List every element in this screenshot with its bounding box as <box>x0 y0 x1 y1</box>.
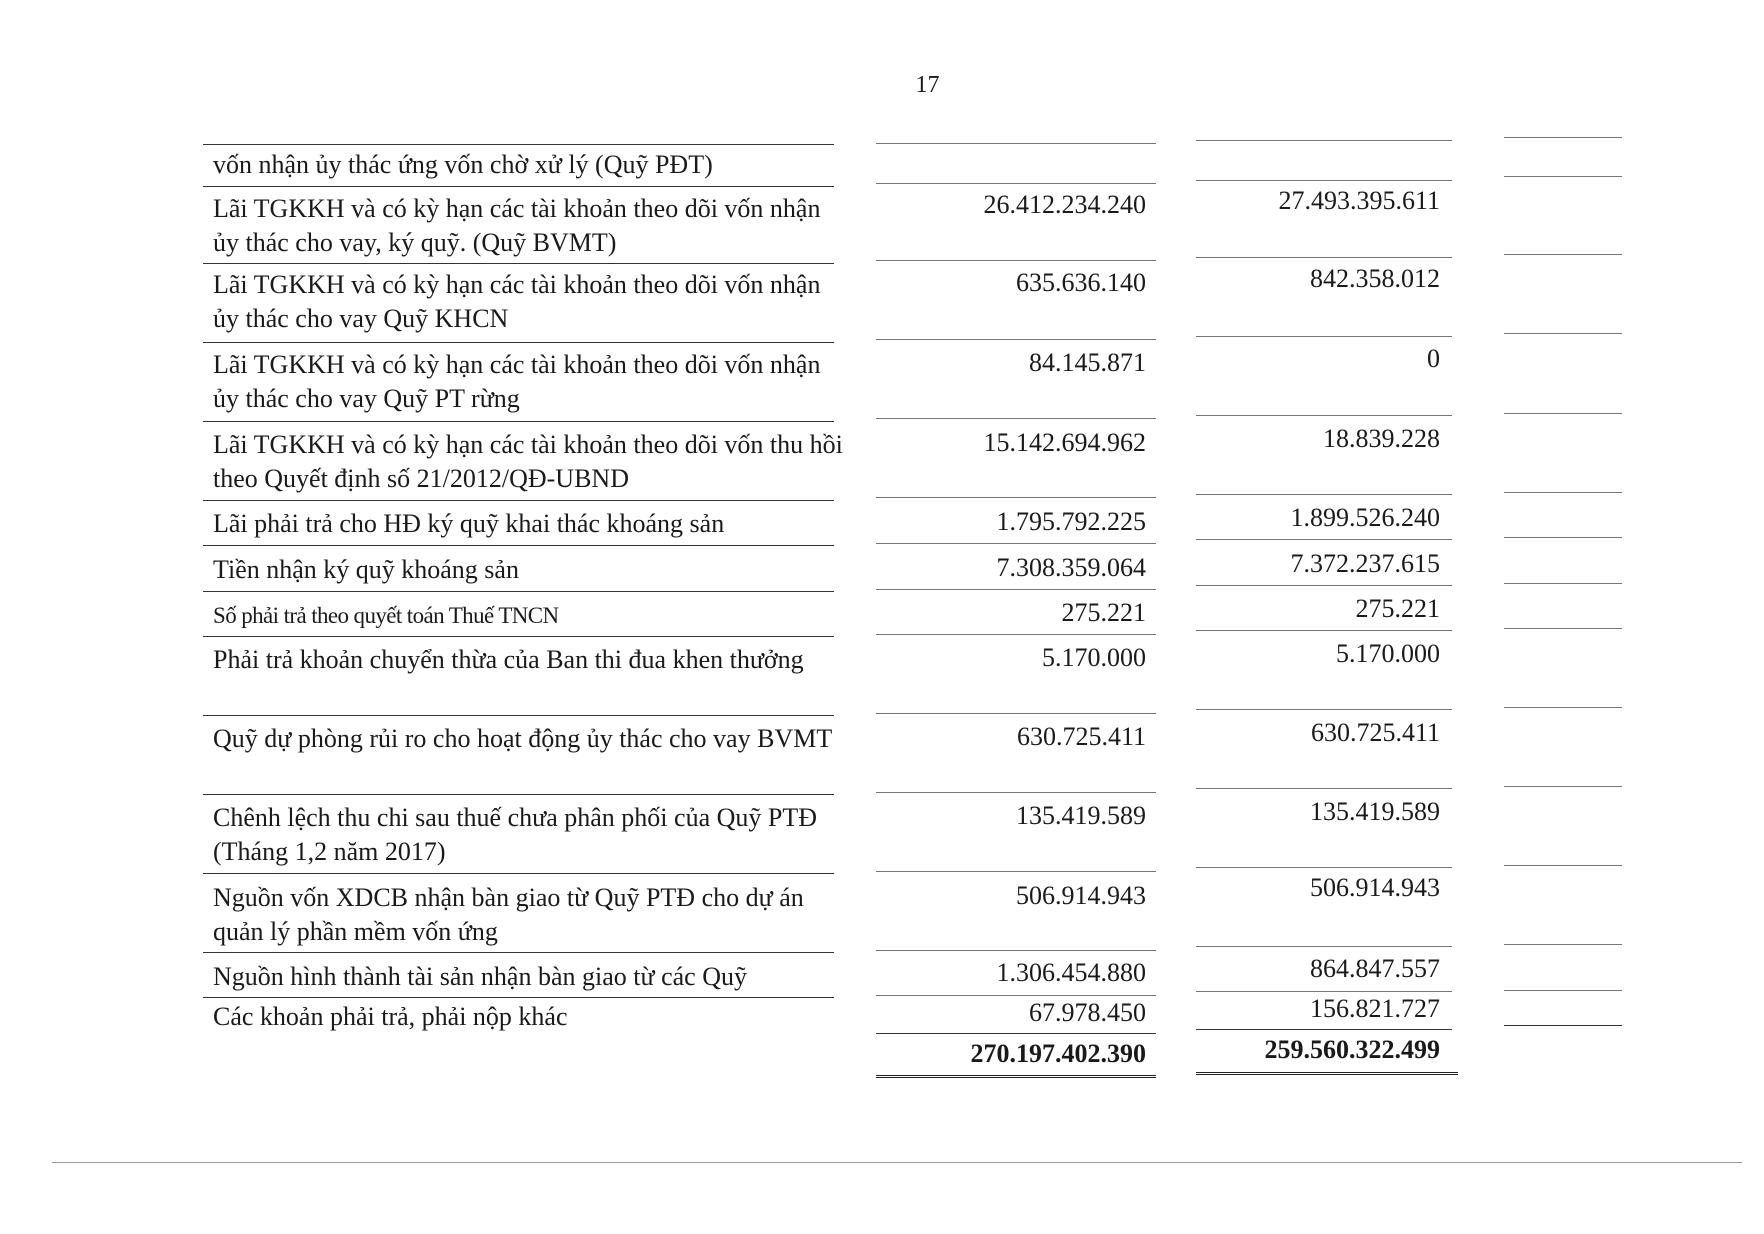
row-label: Phải trả khoản chuyển thừa của Ban thi đua khen thưởng <box>213 645 804 674</box>
row-divider <box>1196 494 1452 495</box>
value-2016: 842.358.012 <box>1310 264 1440 293</box>
row-divider <box>1504 537 1622 538</box>
row-divider <box>203 715 834 716</box>
row-divider <box>203 873 834 874</box>
total-underline <box>1196 1072 1458 1075</box>
row-label: Các khoản phải trả, phải nộp khác <box>213 1002 568 1031</box>
row-divider <box>876 260 1156 261</box>
row-divider <box>876 543 1156 544</box>
row-divider <box>876 634 1156 635</box>
row-divider <box>1196 788 1452 789</box>
row-divider <box>203 186 834 187</box>
total-2017: 270.197.402.390 <box>970 1039 1146 1068</box>
row-divider <box>203 591 834 592</box>
row-divider <box>203 342 834 343</box>
row-label: Lãi TGKKH và có kỳ hạn các tài khoản theo dõi vốn thu hồi theo Quyết định số 21/2012/QĐ-UBND <box>213 430 843 493</box>
row-divider <box>1504 944 1622 945</box>
row-divider <box>876 995 1156 996</box>
value-2017: 635.636.140 <box>1016 268 1146 297</box>
value-2017: 506.914.943 <box>1016 881 1146 910</box>
value-2017: 1.795.792.225 <box>996 507 1146 536</box>
row-label: Tiền nhận ký quỹ khoáng sản <box>213 555 519 584</box>
value-2016: 135.419.589 <box>1310 797 1440 826</box>
row-divider <box>1196 709 1452 710</box>
total-divider <box>876 1033 1156 1034</box>
row-divider <box>1196 180 1452 181</box>
row-divider <box>1504 137 1622 138</box>
value-2016: 275.221 <box>1355 594 1440 623</box>
value-2017: 5.170.000 <box>1042 643 1146 672</box>
row-divider <box>1196 336 1452 337</box>
row-divider <box>1196 539 1452 540</box>
value-2017: 7.308.359.064 <box>996 553 1146 582</box>
row-divider <box>876 183 1156 184</box>
total-underline <box>876 1075 1156 1078</box>
value-2016: 1.899.526.240 <box>1290 503 1440 532</box>
row-label: Lãi TGKKH và có kỳ hạn các tài khoản theo dõi vốn nhận ủy thác cho vay Quỹ KHCN <box>213 270 821 333</box>
row-divider <box>203 263 834 264</box>
value-2016: 864.847.557 <box>1310 954 1440 983</box>
row-label: Nguồn hình thành tài sản nhận bàn giao từ các Quỹ <box>213 962 747 991</box>
row-divider <box>876 497 1156 498</box>
row-label: Quỹ dự phòng rủi ro cho hoạt động ủy thác cho vay BVMT <box>213 724 833 753</box>
row-divider <box>1504 254 1622 255</box>
value-2017: 15.142.694.962 <box>983 428 1146 457</box>
row-divider <box>1504 176 1622 177</box>
value-2017: 1.306.454.880 <box>996 958 1146 987</box>
row-divider <box>1196 415 1452 416</box>
row-divider <box>203 545 834 546</box>
value-2016: 0 <box>1427 344 1440 373</box>
row-divider <box>1504 583 1622 584</box>
row-label: Chênh lệch thu chi sau thuế chưa phân phối của Quỹ PTĐ (Tháng 1,2 năm 2017) <box>213 803 818 866</box>
total-divider <box>1196 1029 1452 1030</box>
row-divider <box>1504 628 1622 629</box>
row-divider <box>1196 991 1452 992</box>
value-2017: 135.419.589 <box>1016 801 1146 830</box>
row-divider <box>1504 1025 1622 1026</box>
row-divider <box>1196 585 1452 586</box>
row-divider <box>876 589 1156 590</box>
row-divider <box>203 952 834 953</box>
row-divider <box>1196 867 1452 868</box>
page-bottom-rule <box>52 1162 1742 1163</box>
row-divider <box>203 421 834 422</box>
value-2017: 84.145.871 <box>1029 348 1146 377</box>
row-divider <box>1196 630 1452 631</box>
value-2017: 26.412.234.240 <box>983 190 1146 219</box>
row-divider <box>1504 413 1622 414</box>
row-divider <box>1196 946 1452 947</box>
row-divider <box>203 500 834 501</box>
row-divider <box>1196 257 1452 258</box>
value-2016: 7.372.237.615 <box>1290 549 1440 578</box>
row-divider <box>876 143 1156 144</box>
row-divider <box>203 636 834 637</box>
row-divider <box>1504 707 1622 708</box>
row-divider <box>1504 786 1622 787</box>
row-divider <box>876 792 1156 793</box>
row-label: Lãi TGKKH và có kỳ hạn các tài khoản theo dõi vốn nhận ủy thác cho vay, ký quỹ. (Quỹ BVMT) <box>213 194 821 257</box>
value-2017: 630.725.411 <box>1016 722 1146 751</box>
row-divider <box>1504 333 1622 334</box>
row-divider <box>876 950 1156 951</box>
row-divider <box>876 713 1156 714</box>
value-2016: 506.914.943 <box>1310 873 1440 902</box>
row-label: Nguồn vốn XDCB nhận bàn giao từ Quỹ PTĐ cho dự án quản lý phần mềm vốn ứng <box>213 883 804 946</box>
row-divider <box>203 144 834 145</box>
total-2016: 259.560.322.499 <box>1264 1035 1440 1064</box>
value-2016: 156.821.727 <box>1310 994 1440 1023</box>
row-divider <box>876 418 1156 419</box>
row-divider <box>1504 865 1622 866</box>
row-label: Lãi TGKKH và có kỳ hạn các tài khoản theo dõi vốn nhận ủy thác cho vay Quỹ PT rừng <box>213 350 821 413</box>
value-2016: 5.170.000 <box>1336 639 1440 668</box>
row-divider <box>1504 492 1622 493</box>
value-2017: 275.221 <box>1061 598 1146 627</box>
row-divider <box>876 871 1156 872</box>
row-label: vốn nhận ủy thác ứng vốn chờ xử lý (Quỹ PĐT) <box>213 150 713 179</box>
row-label: Lãi phải trả cho HĐ ký quỹ khai thác khoáng sản <box>213 509 725 538</box>
row-divider <box>876 339 1156 340</box>
row-divider <box>1196 140 1452 141</box>
value-2016: 27.493.395.611 <box>1278 186 1440 215</box>
value-2016: 18.839.228 <box>1323 424 1440 453</box>
value-2017: 67.978.450 <box>1029 998 1146 1027</box>
row-divider <box>1504 990 1622 991</box>
row-divider <box>203 794 834 795</box>
value-2016: 630.725.411 <box>1310 718 1440 747</box>
row-label: Số phải trả theo quyết toán Thuế TNCN <box>213 603 559 628</box>
page-number: 17 <box>915 72 940 98</box>
row-divider <box>203 997 834 998</box>
